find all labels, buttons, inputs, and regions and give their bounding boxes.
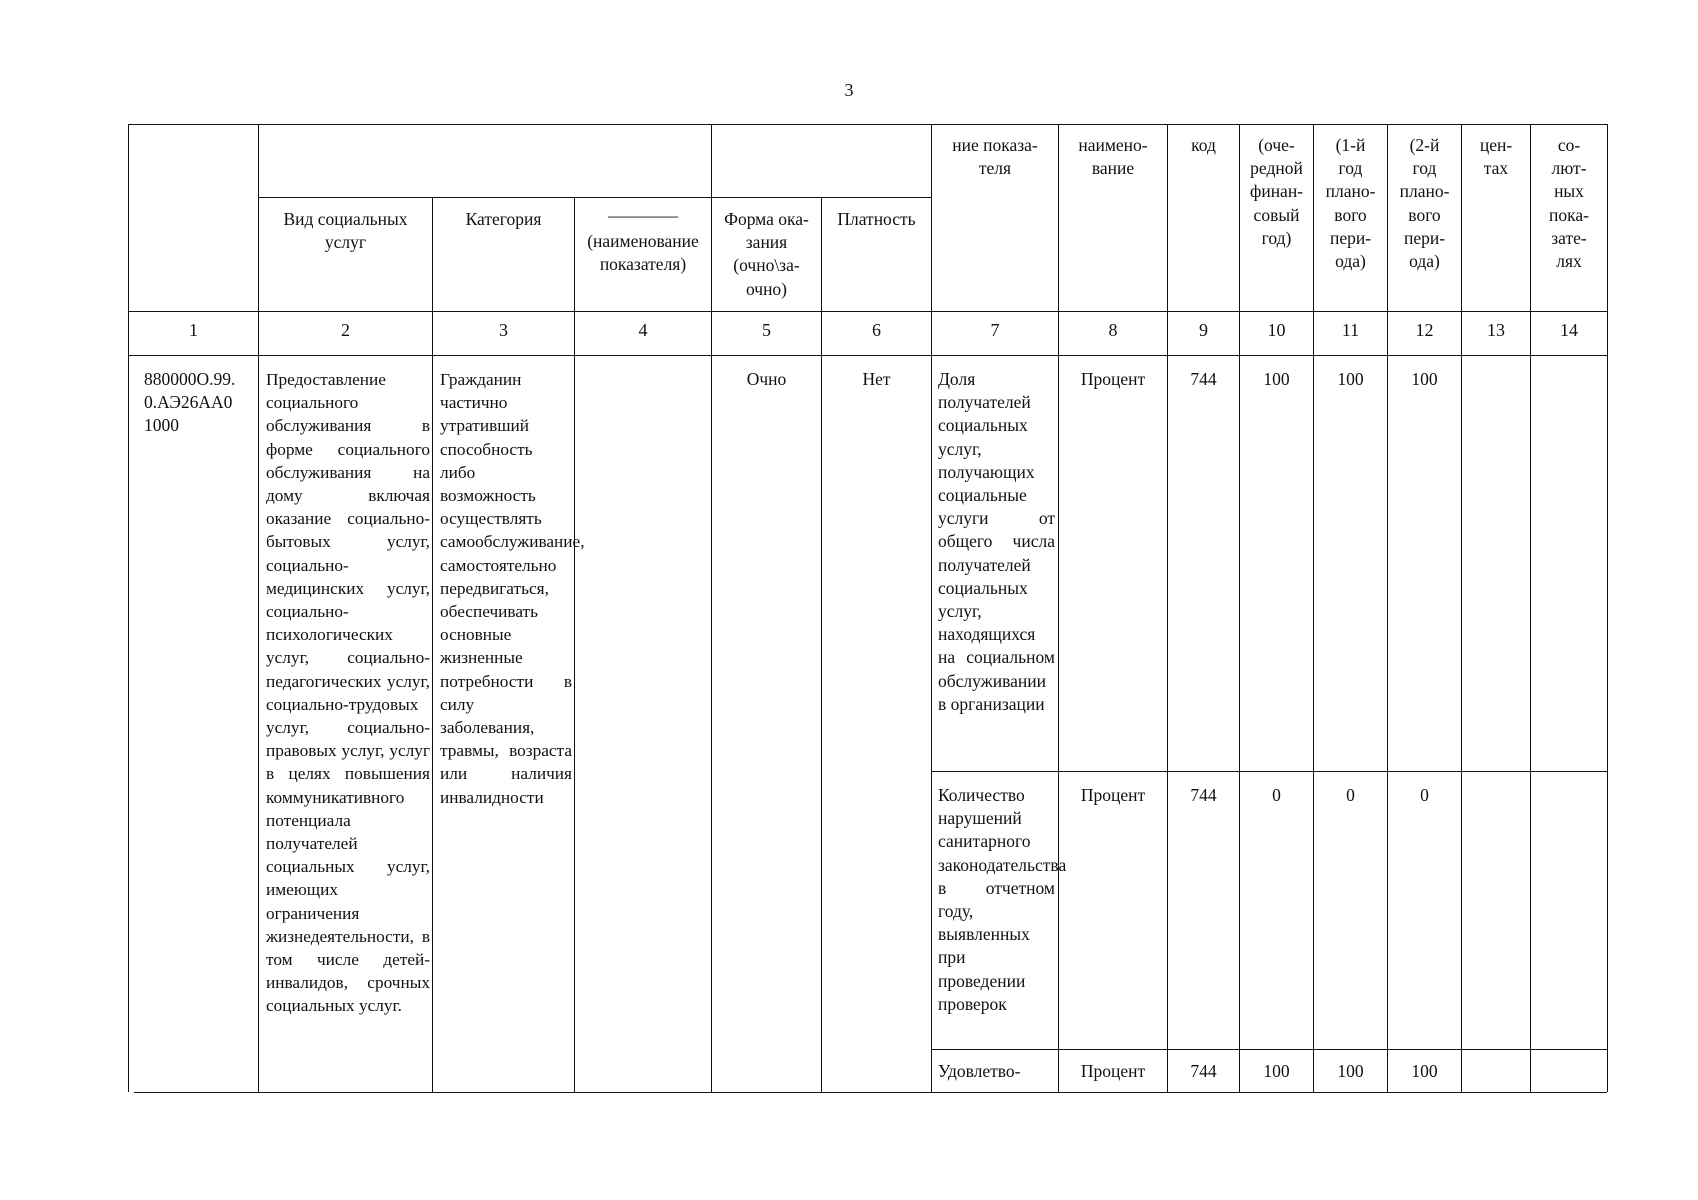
col-line-5 <box>821 197 822 1092</box>
indicator-value-current-1: 100 <box>1263 369 1290 389</box>
column-number-11: 11 <box>1341 320 1360 340</box>
header-divider-line <box>258 197 931 198</box>
indicator-unit-3: Процент <box>1080 1061 1146 1081</box>
indicator-name-2: Количество нарушений санитарного законодательства в отчетном году, выявленных при проведении проверок <box>938 785 1067 1014</box>
column-number-14: 14 <box>1560 320 1578 340</box>
indicator-code-3: 744 <box>1190 1061 1217 1081</box>
indicator-value-plan2-3: 100 <box>1411 1061 1438 1081</box>
registry-code: 880000О.99. 0.АЭ26АА0 1000 <box>144 369 236 436</box>
indicator-unit-2: Процент <box>1080 785 1146 805</box>
header-deviation-percent: цен- тах <box>1479 135 1513 179</box>
col-line-1 <box>258 124 259 1092</box>
header-payment: Платность <box>837 209 916 229</box>
column-number-4: 4 <box>638 320 648 340</box>
header-service-form: Форма ока- зания (очно\за- очно) <box>724 209 809 299</box>
header-bottom-line <box>128 311 1607 312</box>
col-line-7 <box>1058 124 1059 1092</box>
header-plan-year-1: (1-й год плано- вого пери- ода) <box>1325 135 1376 272</box>
indicator-code-1: 744 <box>1190 369 1217 389</box>
col-line-8 <box>1167 124 1168 1092</box>
col-line-4 <box>711 124 712 1092</box>
table-bottom-border <box>134 1092 1607 1093</box>
indicator-value-plan1-2: 0 <box>1346 785 1355 805</box>
column-number-12: 12 <box>1415 320 1434 340</box>
column-number-9: 9 <box>1199 320 1208 340</box>
col-line-11 <box>1387 124 1388 1092</box>
column-number-7: 7 <box>990 320 1000 340</box>
column-number-8: 8 <box>1108 320 1118 340</box>
indicator-name-1: Доля получателей социальных услуг, получающих социальные услуги от общего числа получателей социальных услуг, находящихся на социальном обслуживании в организации <box>938 369 1055 714</box>
header-unit-name: наимено- вание <box>1078 135 1148 179</box>
header-category: Категория <box>465 209 542 229</box>
service-type-text: Предоставление социального обслуживания в форме социального обслуживания на дому включая оказание социально-бытовых услуг, социально-медицинских услуг, социально-психологических услуг, социально-педагогических услуг, социально-трудовых услуг, социально-правовых услуг, услуг в целях повышения коммуникативного потенциала получателей социальных услуг, имеющих ограничения жизнедеятельности, в том числе детей-инвалидов, срочных социальных услуг. <box>266 370 430 1016</box>
col-line-6 <box>931 124 932 1092</box>
column-number-3: 3 <box>499 320 508 340</box>
row-divider-line-1 <box>931 771 1607 772</box>
indicator-value-plan1-1: 100 <box>1337 369 1364 389</box>
header-service-type: Вид социальных услуг <box>283 209 408 253</box>
col-line-3 <box>574 197 575 1092</box>
col-line-14 <box>1607 124 1608 1092</box>
column-number-6: 6 <box>872 320 881 340</box>
page-number: 3 <box>844 80 854 100</box>
header-plan-year-2: (2-й год плано- вого пери- ода) <box>1399 135 1450 272</box>
category-text: Гражданин частично утративший способность либо возможность осуществлять самообслуживание, самостоятельно передвигаться, обеспечивать основные жизненные потребности в силу заболевания, травмы, возраста или наличия инвалидности <box>440 370 585 807</box>
header-indicator-name-blank: (наименование показателя) <box>587 231 699 275</box>
col-line-2 <box>432 197 433 1092</box>
column-number-10: 10 <box>1267 320 1286 340</box>
indicator-value-current-3: 100 <box>1263 1061 1290 1081</box>
column-number-bottom-line <box>128 355 1607 356</box>
header-blank-line: ________ <box>608 199 678 219</box>
indicator-unit-1: Процент <box>1080 369 1146 389</box>
indicator-value-plan2-2: 0 <box>1420 785 1429 805</box>
row-divider-line-2 <box>931 1049 1607 1050</box>
indicator-value-plan2-1: 100 <box>1411 369 1438 389</box>
column-number-2: 2 <box>341 320 350 340</box>
col-line-9 <box>1239 124 1240 1092</box>
indicator-name-3: Удовлетво- <box>938 1061 1021 1081</box>
indicator-value-current-2: 0 <box>1272 785 1281 805</box>
column-number-1: 1 <box>189 320 198 340</box>
column-number-5: 5 <box>762 320 771 340</box>
payment-value: Нет <box>862 369 891 389</box>
header-deviation-absolute: со- лют- ных пока- зате- лях <box>1549 135 1589 272</box>
indicator-code-2: 744 <box>1190 785 1217 805</box>
service-form-value: Очно <box>746 369 787 389</box>
col-line-13 <box>1530 124 1531 1092</box>
table-top-border <box>128 124 1607 125</box>
header-current-year: (оче- редной финан- совый год) <box>1249 135 1304 248</box>
header-unit-code: код <box>1191 135 1216 155</box>
col-line-10 <box>1313 124 1314 1092</box>
col-line-0 <box>128 124 129 1092</box>
col-line-12 <box>1461 124 1462 1092</box>
header-indicator-name: ние показа- теля <box>952 135 1038 179</box>
indicator-value-plan1-3: 100 <box>1337 1061 1364 1081</box>
column-number-13: 13 <box>1487 320 1505 340</box>
